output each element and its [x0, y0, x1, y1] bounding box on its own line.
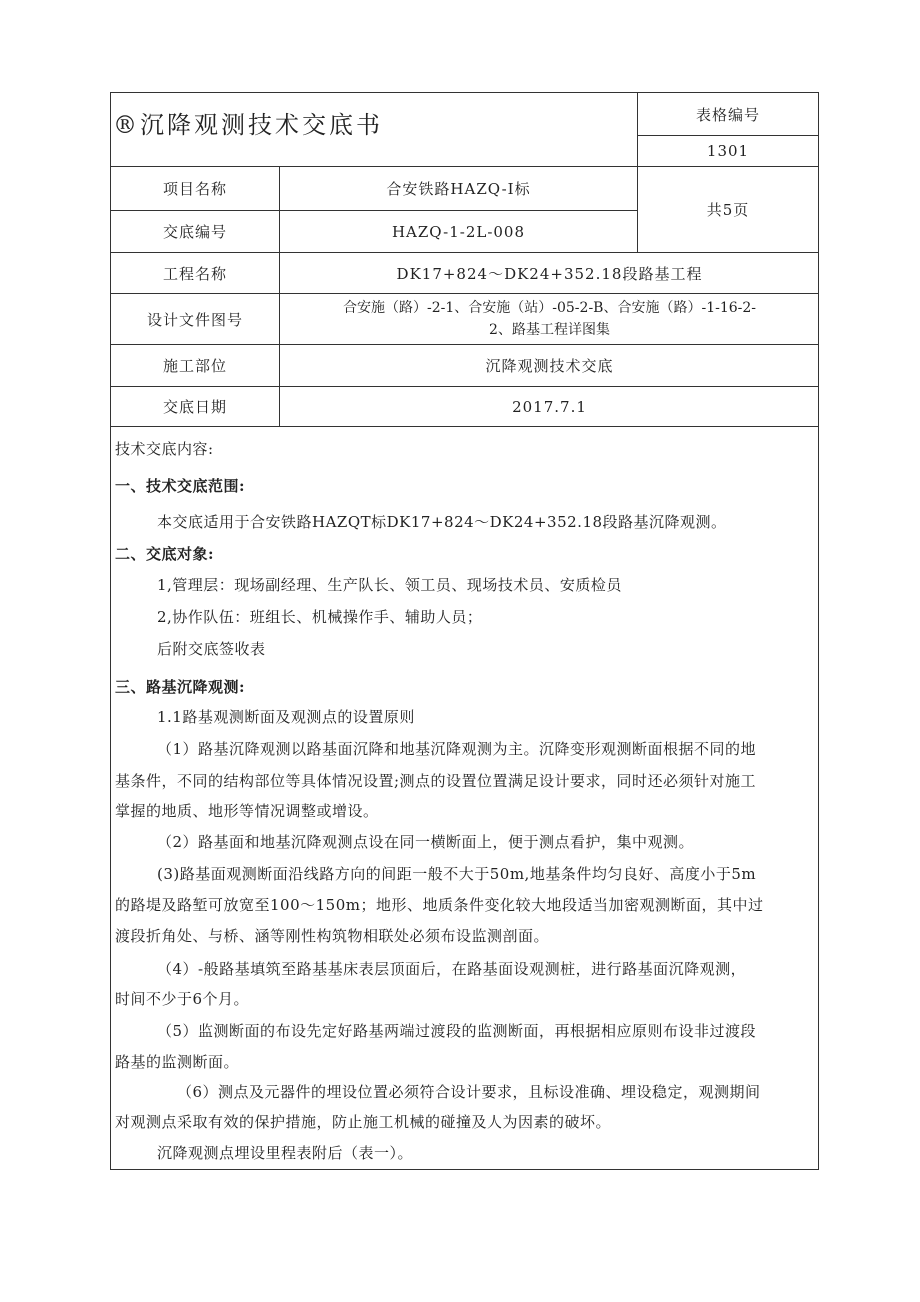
- disclosure-no-label: 交底编号: [162, 223, 227, 241]
- section-2-item-3: 后附交底签收表: [157, 640, 266, 658]
- paragraph-3-line-3: 渡段折角处、与桥、涵等刚性构筑物相联处必须布设监测剖面。: [115, 927, 550, 945]
- section-1-heading: 一、技术交底范围:: [115, 477, 246, 495]
- disclosure-date-value: 2017.7.1: [512, 397, 587, 416]
- construction-part-value: 沉降观测技术交底: [485, 357, 614, 375]
- design-doc-value: [280, 294, 819, 344]
- construction-part-label: 施工部位: [162, 357, 227, 375]
- paragraph-6-line-2: 对观测点采取有效的保护措施，防止施工机械的碰撞及人为因素的破坏。: [115, 1113, 612, 1131]
- design-doc-line-1: 合安施（路）-2-1、合安施（站）-05-2-B、合安施（路）-1-16-2-: [342, 300, 757, 316]
- engineering-name-label: 工程名称: [162, 264, 227, 283]
- design-doc-label: 设计文件图号: [146, 310, 243, 329]
- form-no-label: 表格编号: [695, 105, 760, 124]
- section-1-text: 本交底适用于合安铁路HAZQT标DK17+824～DK24+352.18段路基沉降观测。: [157, 513, 727, 531]
- disclosure-form: [110, 92, 819, 1170]
- paragraph-2-line-1: （2）路基面和地基沉降观测点设在同一横断面上，便于测点看护，集中观测。: [157, 833, 695, 851]
- paragraph-5-line-2: 路基的监测断面。: [115, 1053, 240, 1071]
- paragraph-1-line-2: 基条件，不同的结构部位等具体情况设置;测点的设置位置满足设计要求，同时还必须针对施工: [115, 772, 757, 790]
- section-2-item-2: 2,协作队伍：班组长、机械操作手、辅助人员；: [157, 608, 483, 626]
- paragraph-4-line-1: （4）-般路基填筑至路基基床表层顶面后，在路基面设观测桩，进行路基面沉降观测，: [157, 960, 747, 978]
- design-doc-line-2: 2、路基工程详图集: [489, 322, 610, 338]
- engineering-name-value: DK17+824～DK24+352.18段路基工程: [396, 264, 703, 283]
- form-no-value: 1301: [706, 142, 750, 160]
- line-row6-bottom: [111, 426, 819, 427]
- disclosure-no-value: HAZQ-1-2L-008: [391, 222, 526, 241]
- section-3-heading: 三、路基沉降观测:: [115, 678, 246, 696]
- paragraph-5-line-1: （5）监测断面的布设先定好路基两端过渡段的监测断面，再根据相应原则布设非过渡段: [157, 1022, 757, 1040]
- disclosure-date-label: 交底日期: [162, 398, 227, 416]
- paragraph-3-line-2: 的路堤及路堑可放宽至100～150m；地形、地质条件变化较大地段适当加密观测断面，其中过: [115, 896, 764, 914]
- section-2-item-1: 1,管理层：现场副经理、生产队长、领工员、现场技术员、安质检员: [157, 576, 622, 594]
- document-title: ®沉降观测技术交底书: [113, 111, 383, 139]
- content-intro: 技术交底内容:: [115, 440, 214, 458]
- paragraph-1-line-1: （1）路基沉降观测以路基面沉降和地基沉降观测为主。沉降变形观测断面根据不同的地: [157, 740, 757, 758]
- paragraph-6-line-1: （6）测点及元器件的埋设位置必须符合设计要求，且标设准确、埋设稳定，观测期间: [177, 1083, 761, 1101]
- paragraph-4-line-2: 时间不少于6个月。: [115, 990, 250, 1008]
- project-name-label: 项目名称: [162, 180, 227, 198]
- section-2-heading: 二、交底对象:: [115, 545, 215, 563]
- paragraph-3-line-1: (3)路基面观测断面沿线路方向的间距一般不大于50m,地基条件均匀良好、高度小于5m: [157, 865, 757, 883]
- section-3-subheading: 1.1路基观测断面及观测点的设置原则: [157, 708, 415, 726]
- page-count: 共5页: [706, 201, 750, 219]
- paragraph-1-line-3: 掌握的地质、地形等情况调整或增设。: [115, 802, 379, 820]
- project-name-value: 合安铁路HAZQ-I标: [386, 180, 531, 198]
- closing-note: 沉降观测点埋设里程表附后（表一）。: [157, 1144, 414, 1162]
